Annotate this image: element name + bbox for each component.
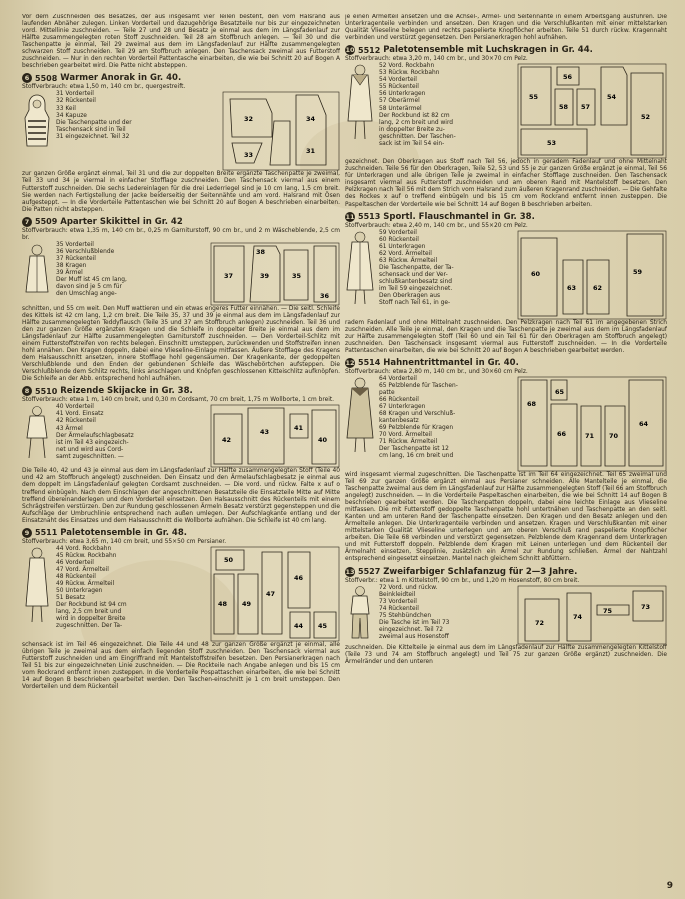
part-item: 72 Vord. und rückw. [379, 584, 438, 591]
piece-label: 74 [573, 612, 583, 621]
section-number: 10 [345, 46, 355, 55]
piece-label: 63 [567, 283, 577, 292]
piece-label: 64 [639, 419, 649, 428]
part-item: 61 Unterkragen [379, 243, 426, 250]
pattern-code: 5514 [358, 358, 381, 368]
part-item: 54 Vorderteil [379, 77, 417, 84]
piece-label: 49 [242, 599, 252, 608]
part-item: davon sind je 5 cm für [56, 284, 122, 291]
pattern-title: Warmer Anorak in Gr. 40. [60, 73, 182, 84]
figure-row [345, 376, 667, 472]
pattern-title: Hahnentrittmantel in Gr. 40. [383, 357, 519, 368]
figure-row [345, 63, 667, 159]
part-item: patte [379, 389, 395, 396]
fabric-supply: Stoffverbrauch: etwa 2,80 m, 140 cm br., und 30×60 cm Pelz. [345, 368, 528, 375]
part-item: 57 Oberärmel [379, 98, 420, 105]
page-number: 9 [666, 881, 673, 891]
part-item: Der Rockbund ist 94 cm [56, 602, 127, 609]
piece-label: 73 [641, 602, 651, 611]
part-item: wird in doppelter Breite [56, 616, 126, 623]
part-item: samt zugeschnitten. — [56, 453, 124, 460]
continued-paragraph: je einen Ärmelteil ansetzen und die Achsel-, Ärmel- und Seitennähte in einem Arbeitsgang ausführen. Die Unterkragenteile verbinden und ansetzen. Den Kragen und die Verschlußkanten mit einer mittelstarken Qualität Vlieseline belegen und rechts paspelierte Knopflöcher arbeiten. Teile 51 durch rückw. Kragennaht verbinden und verstürzt gegensetzen. Den Persianerkragen hohl aufnähen. [345, 14, 667, 42]
part-item: 51 Besatz [56, 595, 86, 602]
part-item: lang, 2,5 cm breit und [56, 609, 122, 616]
piece-label: 52 [641, 113, 651, 122]
figure-illustration [22, 546, 52, 642]
intro-paragraph: Vor dem Zuschneiden des Besatzes, der aus insgesamt vier Teilen besteht, den vom Halsrand aus laufenden Abnäher zulegen. Linken Vorderteil und dazugehörige Besatzteile nur bis zur eingezeichneten vord. Mittellinie zuschneiden. — Teile 27 und 28 und Besatz je einmal aus dem im Längsfadenlauf zur Hälfte zusammengelegten roten Stoff zuschneiden. Teil 28 am Stoffbruch anlegen. — Teil 30 und die Taschenpatte je einmal, Teil 29 zweimal aus dem im Längsfadenlauf zur Hälfte zusammengelegten schwarzen Stoff zuschneiden. Teil 29 am Stoffbruch anlegen. Den Taschensack zweimal aus Futterstoff zuschneiden. — Nur in den rechten Vorderteil Pattentasche einarbeiten, die wie bei Schnitt 20 auf Bogen A beschrieben gearbeitet wird. Die Patte nicht absteppen. [22, 14, 340, 70]
part-item: 59 Vorderteil [379, 229, 417, 236]
figure-row [345, 230, 667, 320]
part-item: Der Ärmelaufschlagbesatz [56, 432, 134, 439]
section-text: schensack ist im Teil 46 eingezeichnet. Die Teile 44 und 48 zur ganzen Größe ergänzt je einmal, alle übrigen Teile je zweimal aus dem einfach liegenden Stoff zuschneiden. Den Taschensack viermal aus Futterstoff zuschneiden und am Eingriffrand mit Mantelstoffstreifen besetzen. Den Persianerkragen nach Teil 51 bis zur eingezeichneten Linie zuschneiden. — Die Rockteile nach Angabe anlegen und bis 15 cm vom Rockrand entfernt innen zusteppen. In die Vorderteile Pospattaschen einarbeiten, die wie bei Schnitt 14 auf Bogen B beschrieben gearbeitet werden. Den Taschen-einschnitt je 1 cm breit umsteppen. Den Vorderteilen und dem Rückenteil [22, 641, 340, 691]
parts-list [379, 230, 513, 320]
fabric-supply: Stoffverbrauch: etwa 3,20 m, 140 cm br., und 30×70 cm Pelz. [345, 56, 528, 63]
piece-label: 55 [529, 93, 539, 102]
piece-label: 56 [563, 73, 573, 82]
part-item: 64 Vorderteil [379, 375, 417, 382]
piece-label: 39 [260, 271, 270, 280]
figure-row [345, 585, 667, 645]
piece-label: 31 [306, 147, 316, 156]
piece-label: 66 [557, 429, 567, 438]
piece-label: 46 [294, 573, 304, 582]
part-item: 58 Unterärmel [379, 105, 422, 112]
section-5512 [345, 45, 667, 208]
pattern-code: 5510 [35, 386, 58, 396]
layout-diagram [517, 63, 667, 159]
section-number: 12 [345, 358, 355, 367]
section-header [345, 567, 667, 577]
part-item: 74 Rückenteil [379, 605, 419, 612]
section-number: 11 [345, 212, 355, 221]
piece-label: 41 [294, 424, 304, 433]
layout-diagram [210, 242, 340, 306]
section-header [22, 73, 340, 83]
piece-label: 36 [320, 291, 330, 300]
layout-diagram [210, 546, 340, 642]
piece-label: 54 [607, 93, 617, 102]
part-item: 32 Rückenteil [56, 98, 96, 105]
pattern-title: Paletotensemble mit Luchskragen in Gr. 44. [383, 45, 593, 56]
part-item: 48 Rückenteil [56, 573, 96, 580]
section-text: gezeichnet. Den Oberkragen aus Stoff nach Teil 56, jedoch in geradem Fadenlauf und ohne Mittelnaht zuschneiden. Teile 56 für den Oberkragen, Teile 52, 53 und 55 je zur ganzen Größe ergänzt je einmal, Teil 56 für Unterkragen und alle übrigen Teile je zweimal in einfacher Stofflage zuschneiden. Den Taschensack insgesamt viermal aus Futterstoff zuschneiden und am oberen Rand mit Mantelstoff besetzen. Den Pelzkragen nach Teil 56 mit dem Strich vom Halsrand zum äußeren Kragenrand zuschneiden. — Die Gehfalte des Rockes x auf o treffend einbügeln und bis 15 cm vom Rockrand entfernt innen zusteppen. Die Paspeltaschen der Vorderteile wie bei Schnitt 14 auf Bogen B beschrieben arbeiten. [345, 159, 667, 208]
pattern-title: Zweifarbiger Schlafanzug für 2—3 Jahre. [383, 566, 578, 577]
part-item: schlußkantenbesatz sind [379, 278, 452, 285]
piece-label: 35 [292, 271, 302, 280]
piece-label: 34 [306, 115, 316, 124]
part-item: 75 Stehbündchen [379, 612, 432, 619]
piece-label: 42 [222, 436, 232, 445]
piece-label: 44 [294, 621, 304, 630]
part-item: 66 Rückenteil [379, 397, 419, 404]
part-item: 56 Unterkragen [379, 91, 426, 98]
figure-row [22, 91, 340, 171]
layout-diagram [517, 585, 667, 645]
piece-label: 50 [224, 555, 234, 564]
part-item: 60 Rückenteil [379, 236, 419, 243]
piece-label: 60 [531, 269, 541, 278]
pattern-title: Paletotensemble in Gr. 48. [60, 527, 187, 538]
part-item: zweimal aus Hosenstoff [379, 633, 449, 640]
part-item: 71 Rückw. Ärmelteil [379, 439, 438, 446]
pattern-title: Sportl. Flauschmantel in Gr. 38. [383, 211, 535, 222]
piece-label: 72 [535, 618, 545, 627]
piece-label: 38 [256, 247, 266, 256]
part-item: 43 Ärmel [56, 425, 83, 432]
fabric-supply: Stoffverbrauch: etwa 1,35 m, 140 cm br., 0,25 m Garniturstoff, 90 cm br., und 2 m Wäscheblende, 2,5 cm br. [22, 227, 340, 241]
parts-list [56, 242, 206, 306]
section-text: schnitten, und 55 cm weit. Den Muff wattieren und ein etwas engeres Futter einnähen. — Die seitl. Schleife des Kittels ist 42 cm lang, 1,2 cm breit. Die Teile 35, 37 und 39 je einmal aus dem im Längsfadenlauf zur Hälfte zusammengelegten Teddyflausch (Teile 35 und 37 am Stoffbruch anlegen) zuschneiden. Teil 36 und den zur ganzen Größe ergänzten Kragen und die Schleife in doppelter Breite je einmal aus dem im Längsfadenlauf zur Hälfte zusammengelegten Garniturstoff zuschneiden. — Den Vorderteil-Schlitz mit einem Futterstoffstreifen von rechts belegen. Einschnitt umsteppen, zurückwenden und Stoffstreifen innen hohl annähen. Den Kragen doppeln, dabei eine Vlieseline-Einlage mitfassen. Äußere Stofflage des Kragens dem Halsausschnitt ansetzen, innere Stofflage hohl gegensäumen. Der Kragenkante, der gedoppelten Verschlußblende und den Enden der gebundenen Schleife das Wäschebörtchen aufsteppen. Die Verschlußblende dem Schlitz rechts, links anschlagen und Knöpfen geschlossenen Kitteischlitz aufknöpfen. Die Schleife an der Abb. entsprechend hohl aufnähen. [22, 305, 340, 383]
parts-list [379, 63, 513, 159]
part-item: Der Rockbund ist 82 cm [379, 112, 450, 119]
part-item: 52 Vord. Rockbahn [379, 63, 435, 70]
part-item: ist im Teil 43 eingezeich- [56, 439, 129, 446]
part-item: 37 Rückenteil [56, 255, 96, 262]
pattern-code: 5508 [35, 73, 58, 83]
part-item: den Umschlag ange- [56, 291, 117, 298]
fabric-supply: Stoffverbrauch: etwa 1,50 m, 140 cm br., quergestreift. [22, 84, 186, 91]
left-column [22, 14, 340, 879]
part-item: 68 Kragen und Verschluß- [379, 411, 456, 418]
piece-label: 58 [559, 103, 569, 112]
part-item: geschnitten. Der Taschen- [379, 133, 456, 140]
piece-label: 65 [555, 387, 565, 396]
figure-illustration [345, 376, 375, 472]
part-item: 40 Vorderteil [56, 404, 94, 411]
part-item: Die Tasche ist im Teil 73 [379, 619, 450, 626]
figure-illustration [22, 91, 52, 171]
part-item: 50 Unterkragen [56, 588, 103, 595]
pattern-title: Aparter Skikittel in Gr. 42 [60, 216, 183, 227]
piece-label: 68 [527, 399, 537, 408]
section-text: Die Teile 40, 42 und 43 je einmal aus dem im Längsfadenlauf zur Hälfte zusammengelegten Stoff (Teile 40 und 42 am Stoffbruch angelegt) zuschneiden. Den Einsatz und den Ärmelaufschlagbesatz je einmal aus dem doppelt im Längsfadenlauf gelegten Cordsamt zuschneiden. — Die vord. und rückw. Falte x auf o treffend einbügeln. Nach dem Einschlagen der angeschnittenen Besatzteile die Einsatzteile Mitte auf Mitte treffend übereinanderlegen und dem Vorderteil einsetzen. Den Halsausschnitt des Rückenteils mit einem Schrägstreifen verstürzen. Den zur Rundung geschlossenen Ärmeln Besatz verstürzt gegensteppen und die Aufschläge der Umbruchlinie entsprechend nach außen umlegen. Der Aufschlagkante entlang und der Einsatznaht des Einsatzes und dem Halsausschnitt die Wollborte aufnähen. Die Schleife ist 40 cm lang. [22, 468, 340, 524]
piece-label: 33 [244, 151, 254, 160]
section-text: radem Fadenlauf und ohne Mittelnaht zuschneiden. Den Pelzkragen nach Teil 61 im angegebenen Strich zuschneiden. Alle Teile je einmal, den Kragen und die Taschenpatte je zweimal aus dem im Längsfadenlauf zur Hälfte zusammengelegten Stoff (Teil 60 und ein Teil 61 für den Oberkragen am Stoffbruch angelegt) zuschneiden. Den Taschensack insgesamt viermal aus Futterstoff zuschneiden. — In die Vorderteile Pattentaschen einarbeiten, die wie bei Schnitt 20 auf Bogen A beschrieben gearbeitet werden. [345, 319, 667, 354]
piece-label: 45 [318, 621, 328, 630]
figure-illustration [22, 404, 52, 468]
figure-illustration [345, 230, 375, 320]
part-item: 73 Vorderteil [379, 598, 417, 605]
pattern-title: Reizende Skijacke in Gr. 38. [60, 386, 193, 397]
part-item: eingezeichnet. Teil 72 [379, 626, 443, 633]
figure-row [22, 546, 340, 642]
section-number: 9 [22, 528, 32, 538]
piece-label: 47 [266, 589, 276, 598]
section-header [345, 212, 667, 222]
pattern-code: 5527 [358, 567, 381, 576]
section-text: zur ganzen Größe ergänzt einmal, Teil 31 und die zur doppelten Breite ergänzte Taschenpatte je zweimal, Teil 33 und 34 je viermal in einfacher Stofflage zuschneiden. Den Taschensack viermal aus einem Futterstoff zuschneiden. Die sechs Ledereinlagen für die drei Lederriegel sind je 10 cm lang, 1,5 cm breit. Sie werden nach Fertigstellung der Jacke beiderseitig der Seitennähte und am vord. Halsrand mit Ösen aufgesteppt. — In die Vorderteile Pattentaschen wie bei Schnitt 20 auf Bogen A beschrieben einarbeiten. Die Patten nicht absteppen. [22, 171, 340, 213]
part-item: in doppelter Breite zu- [379, 126, 445, 133]
figure-illustration [345, 585, 375, 645]
part-item: 36 Verschlußblende [56, 248, 115, 255]
section-number: 6 [22, 73, 32, 83]
figure-row [22, 404, 340, 468]
parts-list [56, 91, 218, 171]
pattern-code: 5509 [35, 217, 58, 227]
part-item: 46 Vorderteil [56, 559, 94, 566]
part-item: 55 Rückenteil [379, 84, 419, 91]
section-5509 [22, 217, 340, 384]
part-item: Beinkleidteil [379, 591, 416, 598]
section-5513 [345, 212, 667, 355]
part-item: 41 Vord. Einsatz [56, 411, 104, 418]
section-5514 [345, 358, 667, 564]
section-text: zuschneiden. Die Kittelteile je einmal aus dem im Längsfadenlauf zur Hälfte zusammengelegten Kittelstoff (Teile 73 und 74 am Stoffbruch angelegt) und Teil 75 zur ganzen Größe ergänzt) zuschneiden. Die Ärmelränder und den unteren [345, 644, 667, 665]
pattern-code: 5512 [358, 45, 381, 55]
part-item: 69 Pelzblende für Kragen [379, 425, 454, 432]
part-item: Der Muff ist 45 cm lang, [56, 277, 127, 284]
piece-label: 53 [547, 139, 557, 148]
part-item: net und wird aus Cord- [56, 446, 124, 453]
part-item: Der Taschenpatte ist 12 [379, 446, 449, 453]
piece-label: 43 [260, 428, 270, 437]
section-number: 13 [345, 567, 355, 576]
part-item: kantenbesatz [379, 418, 419, 425]
part-item: 31 eingezeichnet. Teil 32 [56, 133, 130, 140]
part-item: cm lang, 16 cm breit und [379, 453, 454, 460]
section-header [22, 217, 340, 227]
part-item: 34 Kapuze [56, 112, 87, 119]
figure-illustration [22, 242, 52, 306]
pattern-code: 5511 [35, 528, 58, 538]
part-item: 63 Rückw. Ärmelteil [379, 257, 438, 264]
section-5527 [345, 567, 667, 666]
section-number: 7 [22, 217, 32, 227]
part-item: 35 Vorderteil [56, 241, 94, 248]
fabric-supply: Stoffverbr.: etwa 1 m Kittelstoff, 90 cm br., und 1,20 m Hosenstoff, 80 cm breit. [345, 577, 580, 584]
part-item: sack ist im Teil 54 ein- [379, 140, 445, 147]
fabric-supply: Stoffverbrauch: etwa 3,65 m, 140 cm breit, und 55×50 cm Persianer. [22, 538, 227, 545]
fabric-supply: Stoffverbrauch: etwa 1 m, 140 cm breit, und 0,30 m Cordsamt, 70 cm breit, 1,75 m Wollborte, 1 cm breit. [22, 397, 335, 404]
piece-label: 48 [218, 599, 228, 608]
parts-list [379, 376, 513, 472]
figure-illustration [345, 63, 375, 159]
piece-label: 70 [609, 431, 619, 440]
part-item: 44 Vord. Rockbahn [56, 545, 112, 552]
fabric-supply: Stoffverbrauch: etwa 2,40 m, 140 cm br., und 55×20 cm Pelz. [345, 222, 528, 229]
part-item: 67 Unterkragen [379, 404, 426, 411]
part-item: schensack und der Ver- [379, 271, 448, 278]
layout-diagram [517, 376, 667, 472]
layout-diagram [222, 91, 340, 171]
part-item: lang, 2 cm breit und wird [379, 119, 453, 126]
section-5508 [22, 73, 340, 213]
part-item: Die Taschenpatte, der Ta- [379, 264, 454, 271]
piece-label: 62 [593, 283, 603, 292]
parts-list [56, 546, 206, 642]
part-item: 53 Rückw. Rockbahn [379, 70, 440, 77]
part-item: 45 Rückw. Rockbahn [56, 552, 117, 559]
figure-row [22, 242, 340, 306]
section-header [22, 528, 340, 538]
part-item: 65 Pelzblende für Taschen- [379, 382, 458, 389]
part-item: Stoff nach Teil 61, in ge- [379, 300, 451, 307]
part-item: 33 Keil [56, 105, 76, 112]
piece-label: 59 [633, 267, 643, 276]
section-text: wird insgesamt viermal zugeschnitten. Die Taschenpatte ist im Teil 64 eingezeichnet. Teil 65 zweimal und Teil 69 zur ganzen Größe ergänzt einmal aus Persianer schneiden. Alle Mantelteile je einmal, die Taschenpatte zweimal aus dem im Längsfadenlauf zur Hälfte zusammengelegten Stoff (Teil 66 am Stoffbruch angelegt) zuschneiden. — In die Vorderteile Paspeltaschen einarbeiten, die wie bei Schnitt 14 auf Bogen B beschrieben gearbeitet werden. Die Taschenpatten doppeln, dabei eine leichte Einlage aus Vlieseline mitfassen. Die mit Futterstoff gedoppelte Taschenpatte hohl untertnähen und Taschenpatte an den seitl. Kanten und am unteren Rand der Taschenpatte einsetzen. Den Kragen und den Besatz anlegen und den Ärmelteile anlegen. Die Unterkragenteile verbinden und ansetzen. Kragen und Verschlußkanten mit einer mittelstarken Qualität Vlieseline unterlegen und am oberen Verschluß rand paspelierte Knopflöcher arbeiten. Die Teile 68 verbinden und verstürzt gegensetzen. Pelzblende dem Kragenrand dem Unterkragen und mit Futterstoff doppeln. Pelzblende dem Kragen mit Leinen unterlegen und dem Rückenteil der Ärmelnaht einsetzen, Stepplinie, zusätzlich ein Ärmel zur Rundung schließen. Ärmel der Nahtzahl entsprechend eingesetzt einsetzen. Mantel nach gleichem Schnitt abfüttern. [345, 471, 667, 563]
section-header [22, 386, 340, 396]
pattern-code: 5513 [358, 212, 381, 222]
piece-label: 75 [603, 606, 613, 615]
piece-label: 57 [581, 103, 591, 112]
piece-label: 32 [244, 115, 254, 124]
piece-label: 37 [224, 271, 234, 280]
section-5511 [22, 528, 340, 691]
part-item: 49 Rückw. Ärmelteil [56, 581, 115, 588]
section-header [345, 358, 667, 368]
part-item: 70 Vord. Ärmelteil [379, 432, 432, 439]
part-item: zugeschnitten. Der Ta- [56, 623, 123, 630]
section-header [345, 45, 667, 55]
layout-diagram [517, 230, 667, 320]
piece-label: 40 [318, 436, 328, 445]
section-number: 8 [22, 386, 32, 396]
layout-diagram [210, 404, 340, 468]
part-item: Taschensack sind in Teil [56, 126, 126, 133]
section-5510 [22, 386, 340, 524]
part-item: 42 Rückenteil [56, 418, 96, 425]
part-item: 38 Kragen [56, 262, 87, 269]
part-item: Die Taschenpatte und der [56, 119, 132, 126]
piece-label: 71 [585, 431, 595, 440]
part-item: 39 Ärmel [56, 269, 83, 276]
part-item: 62 Vord. Ärmelteil [379, 250, 432, 257]
part-item: 31 Vorderteil [56, 91, 94, 98]
parts-list [379, 585, 513, 645]
right-column [345, 14, 667, 879]
parts-list [56, 404, 206, 468]
part-item: im Teil 59 eingezeichnet. [379, 285, 453, 292]
part-item: Den Oberkragen aus [379, 293, 441, 300]
part-item: 47 Vord. Ärmelteil [56, 566, 109, 573]
